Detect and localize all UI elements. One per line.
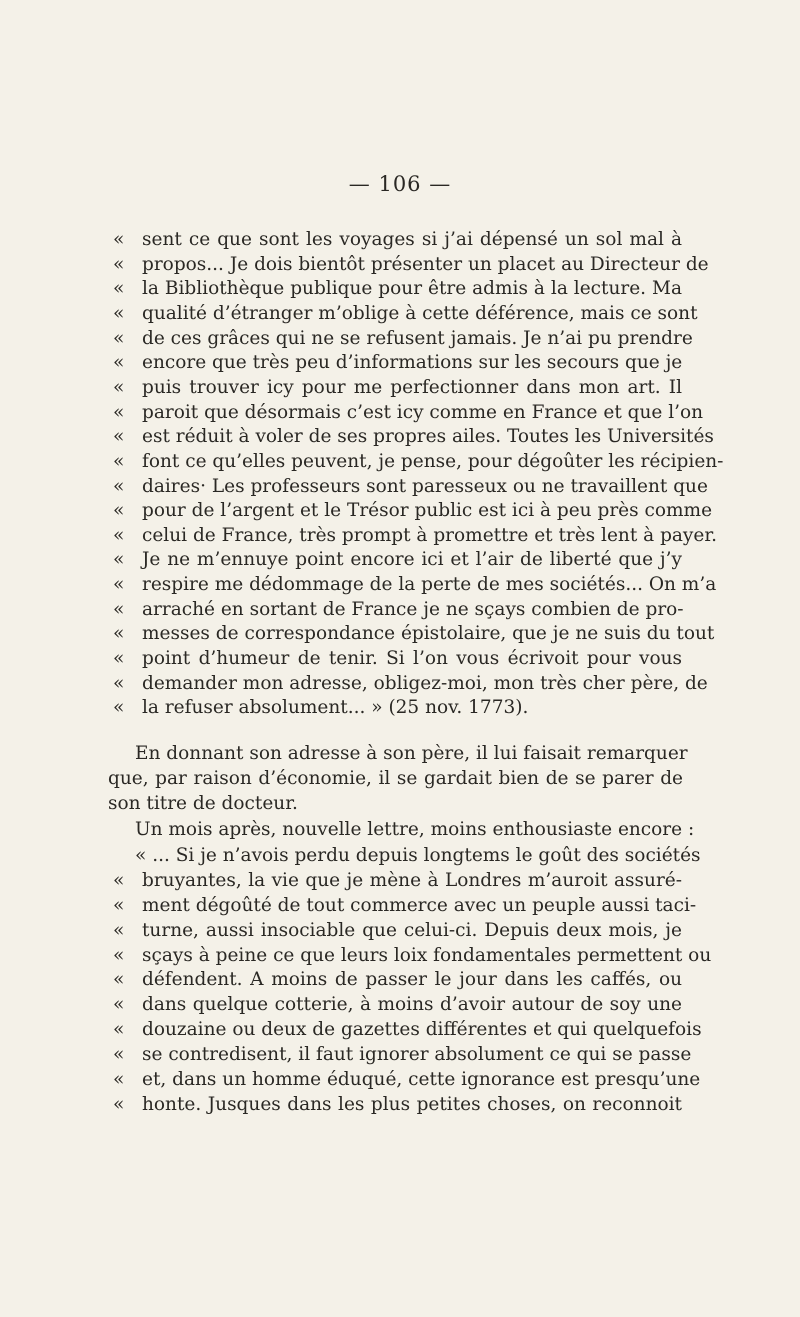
quote-mark: «	[113, 426, 125, 448]
quote-mark: «	[113, 697, 125, 719]
text-line: encore que très peu d’informations sur les secours que je	[142, 352, 683, 374]
quote-mark: «	[113, 401, 125, 423]
text-line: qualité d’étranger m’oblige à cette déférence, mais ce sont	[142, 302, 698, 324]
quote-mark: «	[113, 969, 125, 991]
text-line: messes de correspondance épistolaire, que je ne suis du tout	[142, 623, 715, 645]
text-line: Un mois après, nouvelle lettre, moins enthousiaste encore :	[135, 819, 695, 840]
quote-mark: «	[113, 1093, 125, 1115]
quote-mark: «	[113, 524, 125, 546]
quote-mark: «	[113, 994, 125, 1016]
text-line: son titre de docteur.	[108, 793, 298, 814]
text-line: respire me dédommage de la perte de mes sociétés... On m’a	[142, 574, 717, 596]
text-line: pour de l’argent et le Trésor public est ici à peu près comme	[142, 500, 713, 522]
quote-mark: «	[113, 1068, 125, 1090]
quote-mark: «	[113, 475, 125, 497]
quote-mark: «	[113, 894, 125, 916]
text-line: arraché en sortant de France je ne sçays combien de pro-	[142, 598, 684, 620]
text-line: de ces grâces qui ne se refusent jamais. Je n’ai pu prendre	[142, 327, 693, 349]
text-line: paroit que désormais c’est icy comme en France et que l’on	[142, 401, 704, 423]
page-number: — 106 —	[348, 172, 452, 196]
quote-mark: «	[113, 574, 125, 596]
text-line: sent ce que sont les voyages si j’ai dépensé un sol mal à	[142, 229, 682, 250]
quote-mark: «	[113, 598, 125, 620]
quote-mark: «	[113, 672, 125, 694]
quote-mark: «	[113, 623, 125, 645]
text-line: En donnant son adresse à son père, il lui faisait remarquer	[135, 743, 688, 764]
quote-mark: «	[113, 376, 125, 398]
text-line: dans quelque cotterie, à moins d’avoir autour de soy une	[142, 994, 682, 1016]
text-line: honte. Jusques dans les plus petites choses, on reconnoit	[142, 1093, 682, 1115]
quote-mark: «	[113, 944, 125, 966]
text-line: est réduit à voler de ses propres ailes. Toutes les Universités	[142, 426, 714, 448]
quote-mark: «	[113, 278, 125, 300]
text-line: daires· Les professeurs sont paresseux ou ne travaillent que	[142, 475, 708, 497]
text-line: font ce qu’elles peuvent, je pense, pour dégoûter les récipien-	[142, 450, 724, 472]
text-line: Je ne m’ennuye point encore ici et l’air de liberté que j’y	[142, 549, 682, 571]
text-line: « ... Si je n’avois perdu depuis longtems le goût des sociétés	[135, 845, 701, 866]
quote-mark: «	[113, 450, 125, 472]
quote-mark: «	[113, 229, 125, 250]
quote-mark: «	[113, 648, 125, 670]
quote-mark: «	[113, 1043, 125, 1065]
text-line: douzaine ou deux de gazettes différentes et qui quelquefois	[142, 1019, 702, 1041]
text-line: bruyantes, la vie que je mène à Londres m’auroit assuré-	[142, 870, 682, 891]
quote-mark: «	[113, 327, 125, 349]
text-line: turne, aussi insociable que celui-ci. Depuis deux mois, je	[142, 919, 682, 941]
text-line: demander mon adresse, obligez-moi, mon très cher père, de	[142, 672, 708, 694]
text-line: puis trouver icy pour me perfectionner dans mon art. Il	[142, 376, 682, 398]
text-line: la refuser absolument... » (25 nov. 1773).	[142, 697, 529, 719]
quote-mark: «	[113, 1019, 125, 1041]
text-line: sçays à peine ce que leurs loix fondamentales permettent ou	[142, 944, 712, 966]
text-line: la Bibliothèque publique pour être admis à la lecture. Ma	[142, 278, 682, 300]
text-line: point d’humeur de tenir. Si l’on vous écrivoit pour vous	[142, 648, 682, 670]
quote-mark: «	[113, 919, 125, 941]
quote-mark: «	[113, 870, 125, 891]
text-line: défendent. A moins de passer le jour dans les caffés, ou	[142, 969, 682, 991]
text-line: se contredisent, il faut ignorer absolument ce qui se passe	[142, 1043, 692, 1065]
text-line: que, par raison d’économie, il se gardait bien de se parer de	[108, 768, 683, 789]
quote-mark: «	[113, 302, 125, 324]
text-line: celui de France, très prompt à promettre et très lent à payer.	[142, 524, 718, 546]
quote-mark: «	[113, 352, 125, 374]
text-line: et, dans un homme éduqué, cette ignorance est presqu’une	[142, 1068, 701, 1090]
quote-mark: «	[113, 549, 125, 571]
text-line: propos... Je dois bientôt présenter un placet au Directeur de	[142, 253, 709, 275]
quote-mark: «	[113, 500, 125, 522]
text-line: ment dégoûté de tout commerce avec un peuple aussi taci-	[142, 894, 697, 916]
quote-mark: «	[113, 253, 125, 275]
